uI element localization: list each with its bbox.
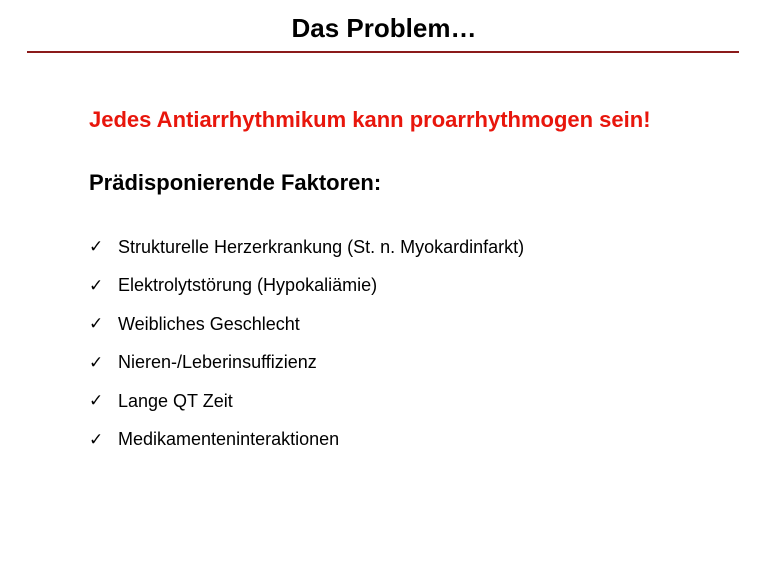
checkmark-icon: ✓ bbox=[89, 275, 104, 295]
factor-label: Strukturelle Herzerkrankung (St. n. Myokardinfarkt) bbox=[118, 236, 525, 257]
list-item bbox=[89, 267, 524, 306]
warning-statement: Jedes Antiarrhythmikum kann proarrhythmogen sein! bbox=[89, 107, 651, 132]
list-item bbox=[89, 228, 524, 267]
factor-label: Weibliches Geschlecht bbox=[118, 313, 300, 334]
checkmark-icon: ✓ bbox=[89, 237, 104, 257]
factor-label: Medikamenteninteraktionen bbox=[118, 429, 340, 450]
list-item bbox=[89, 305, 524, 344]
checkmark-icon: ✓ bbox=[89, 429, 104, 449]
section-heading: Prädisponierende Faktoren: bbox=[89, 170, 382, 195]
list-item bbox=[89, 382, 524, 421]
checkmark-icon: ✓ bbox=[89, 391, 104, 411]
factor-label: Nieren-/Leberinsuffizienz bbox=[118, 352, 317, 373]
factor-label: Lange QT Zeit bbox=[118, 390, 233, 411]
factor-label: Elektrolytstörung (Hypokaliämie) bbox=[118, 275, 378, 296]
title-divider bbox=[27, 51, 739, 53]
list-item bbox=[89, 421, 524, 460]
factor-list bbox=[89, 228, 524, 459]
list-item bbox=[89, 344, 524, 383]
slide-title: Das Problem… bbox=[291, 13, 477, 43]
checkmark-icon: ✓ bbox=[89, 352, 104, 372]
checkmark-icon: ✓ bbox=[89, 314, 104, 334]
